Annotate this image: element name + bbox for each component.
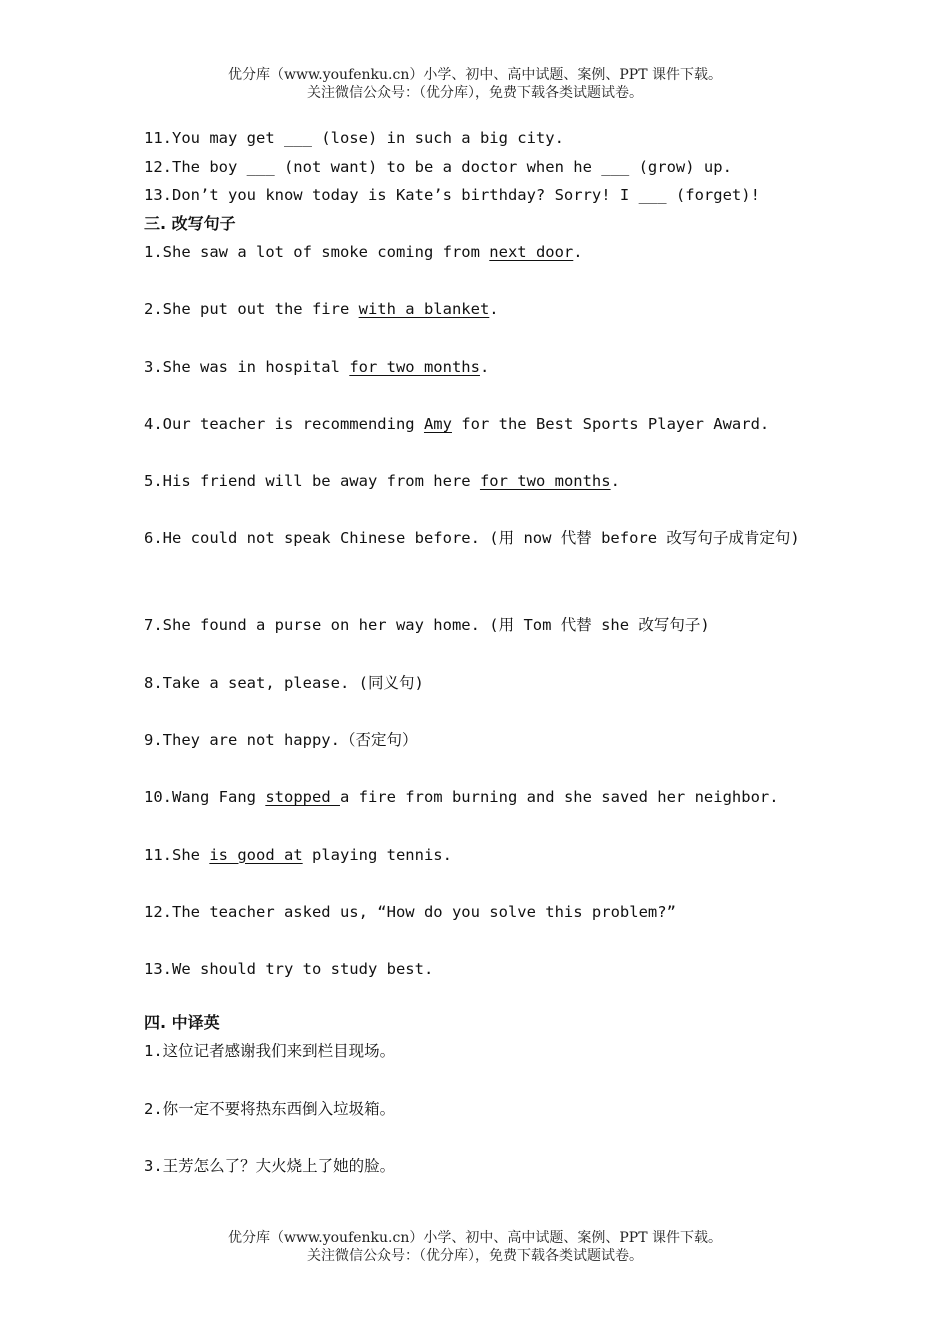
underlined-phrase: with a blanket [358,300,490,319]
question-13: 13.Don’t you know today is Kate’s birthday? Sorry! I ___ (forget)! [144,186,760,204]
page-header [0,66,950,102]
rewrite-item-11: 11.She is good at playing tennis. [144,845,452,864]
translate-item-1: 1.这位记者感谢我们来到栏目现场。 [144,1042,396,1061]
page-footer [0,1229,950,1265]
rewrite-item-2: 2.She put out the fire with a blanket. [144,300,499,319]
underlined-phrase: for two months [349,357,480,376]
question-12: 12.The boy ___ (not want) to be a doctor when he ___ (grow) up. [144,157,732,176]
translate-item-3: 3.王芳怎么了？大火烧上了她的脸。 [144,1156,396,1175]
rewrite-item-3: 3.She was in hospital for two months. [144,357,490,376]
underlined-phrase: next door [489,243,574,261]
header-line-2: 关注微信公众号：（优分库），免费下载各类试题试卷。 [307,85,643,101]
section-3-title: 三. 改写句子 [144,213,236,233]
document-body [144,124,809,1180]
footer-line-1: 优分库（www.youfenku.cn）小学、初中、高中试题、案例、PPT 课件下载。 [227,1230,722,1246]
rewrite-item-6: 6.He could not speak Chinese before. (用 now 代替 before 改写句子成肯定句) [144,529,800,548]
rewrite-item-5: 5.His friend will be away from here for two months. [144,472,620,491]
rewrite-item-10: 10.Wang Fang stopped a fire from burning and she saved her neighbor. [144,788,779,807]
rewrite-item-7: 7.She found a purse on her way home. (用 Tom 代替 she 改写句子) [144,616,710,635]
footer-line-2: 关注微信公众号：（优分库），免费下载各类试题试卷。 [307,1248,643,1264]
header-line-1: 优分库（www.youfenku.cn）小学、初中、高中试题、案例、PPT 课件下载。 [227,67,722,83]
question-11: 11.You may get ___ (lose) in such a big city. [144,129,564,147]
translate-item-2: 2.你一定不要将热东西倒入垃圾箱。 [144,1099,396,1118]
underlined-phrase: is good at [209,845,303,864]
rewrite-item-13: 13.We should try to study best. [144,960,434,979]
underlined-phrase: Amy [423,414,452,433]
rewrite-item-9: 9.They are not happy.（否定句） [144,731,418,750]
section-4-title: 四. 中译英 [144,1012,220,1032]
rewrite-item-1: 1.She saw a lot of smoke coming from next door. [144,243,583,261]
rewrite-item-4: 4.Our teacher is recommending Amy for the Best Sports Player Award. [144,414,770,433]
rewrite-item-8: 8.Take a seat, please. (同义句) [144,673,424,692]
underlined-phrase: stopped [265,788,340,807]
underlined-phrase: for two months [479,472,611,491]
rewrite-item-12: 12.The teacher asked us, “How do you solve this problem?” [144,902,676,921]
